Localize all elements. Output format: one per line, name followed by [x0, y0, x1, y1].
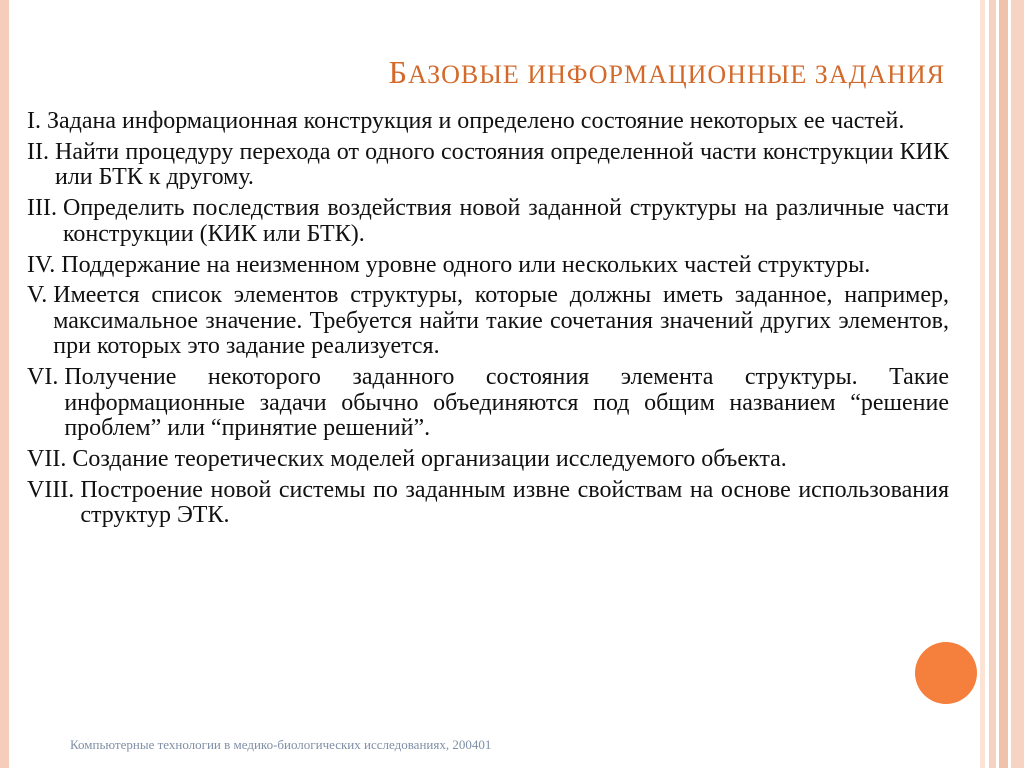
list-item	[27, 140, 949, 191]
item-number: II.	[27, 138, 49, 165]
item-number: III.	[27, 195, 57, 222]
task-list	[27, 109, 949, 534]
item-number: I.	[27, 108, 41, 134]
slide-footer: Компьютерные технологии в медико-биологических исследованиях, 200401	[70, 737, 492, 752]
decorative-circle	[915, 642, 977, 704]
item-text: Имеется список элементов структуры, которые должны иметь заданное, например, максимальное значение. Требуется найти такие сочетания значений других элементов, при которых это задание реализуется.	[53, 282, 949, 360]
title-initial: Б	[388, 54, 408, 90]
item-number: IV.	[27, 251, 56, 278]
list-item	[27, 196, 949, 247]
list-item	[27, 478, 949, 529]
list-item	[27, 447, 949, 472]
item-text: Определить последствия воздействия новой заданной структуры на различные части конструкции (КИК или БТК).	[62, 195, 949, 247]
title-rest: АЗОВЫЕ ИНФОРМАЦИОННЫЕ ЗАДАНИЯ	[407, 60, 945, 89]
item-text: Получение некоторого заданного состояния элемента структуры. Такие информационные задачи обычно объединяются под общим названием “решение проблем” или “принятие решений”.	[64, 364, 949, 441]
item-text: Поддержание на неизменном уровне одного или нескольких частей структуры.	[61, 251, 871, 278]
list-item	[27, 365, 949, 441]
list-item	[27, 253, 949, 278]
item-number: VII.	[27, 445, 67, 472]
item-text: Задана информационная конструкция и определено состояние некоторых ее частей.	[47, 108, 905, 134]
list-item	[27, 109, 949, 134]
item-text: Построение новой системы по заданным извне свойствам на основе использования структур ЭТК.	[80, 476, 949, 529]
item-number: V.	[27, 282, 48, 309]
item-text: Найти процедуру перехода от одного состояния определенной части конструкции КИК или БТК к другому.	[54, 138, 949, 191]
slide-title	[60, 56, 945, 91]
left-border-stripe	[0, 0, 9, 768]
right-decorative-stripes	[980, 0, 1024, 768]
item-number: VIII.	[27, 476, 75, 503]
item-text: Создание теоретических моделей организации исследуемого объекта.	[72, 445, 787, 472]
item-number: VI.	[27, 364, 59, 391]
list-item	[27, 283, 949, 359]
